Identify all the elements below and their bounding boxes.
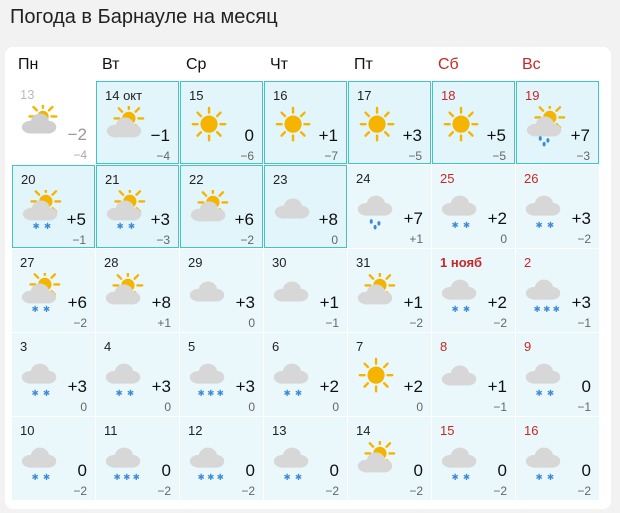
svg-text:✱: ✱ [451,305,459,315]
day-cell[interactable] [264,249,347,332]
day-temp-min: −2 [577,232,591,246]
day-temp-max: +1 [318,126,338,145]
day-temp-max: +6 [67,293,87,312]
day-temp-max: 0 [329,461,339,480]
day-temp-max: +3 [571,293,591,312]
day-temp-min: −4 [156,149,170,163]
day-temp-max: +8 [151,293,171,312]
day-temp-max: +2 [319,377,339,396]
day-cell[interactable] [180,249,263,332]
day-cell[interactable] [348,417,431,500]
day-temp-max: 0 [413,461,423,480]
svg-text:✱: ✱ [462,305,471,315]
day-cell[interactable] [12,81,95,164]
svg-text:✱: ✱ [207,389,215,399]
day-temp-min: 0 [500,232,507,246]
day-temp-min: 0 [332,400,339,414]
day-temp-max: 0 [581,461,591,480]
svg-text:✱: ✱ [462,473,471,483]
day-date: 14 [356,423,371,438]
svg-text:✱: ✱ [535,473,543,483]
day-temp-max: +2 [403,377,423,396]
day-temp-min: −3 [156,233,170,247]
day-temp-max: −1 [150,126,170,145]
svg-text:✱: ✱ [216,389,224,399]
day-cell[interactable] [264,333,347,416]
day-temp-min: −3 [576,149,590,163]
svg-text:✱: ✱ [127,222,136,232]
svg-text:✱: ✱ [197,473,205,483]
day-date: 13 [20,87,35,102]
day-date: 6 [272,339,280,354]
day-cell[interactable] [432,417,515,500]
day-temp-max: 0 [77,461,87,480]
day-cell[interactable] [264,417,347,500]
svg-text:✱: ✱ [462,221,471,231]
day-temp-min: −2 [577,484,591,498]
day-cell[interactable] [264,165,347,248]
day-temp-min: −2 [240,233,254,247]
day-date: 16 [273,88,288,103]
day-temp-min: 0 [80,400,87,414]
day-cell[interactable] [12,333,95,416]
day-date: 2 [524,255,532,270]
svg-text:✱: ✱ [546,221,555,231]
day-temp-min: −1 [577,316,591,330]
day-temp-min: −5 [492,149,506,163]
day-temp-min: −7 [324,149,338,163]
svg-text:✱: ✱ [283,473,291,483]
day-temp-max: −2 [67,125,87,144]
svg-text:✱: ✱ [533,305,541,315]
day-temp-min: −2 [157,484,171,498]
weekday-label: Вс [522,56,541,73]
day-date: 5 [188,339,196,354]
day-temp-max: +8 [318,210,338,229]
day-cell[interactable] [96,249,179,332]
day-cell[interactable] [12,249,95,332]
weekday-label: Пн [18,56,39,73]
svg-text:✱: ✱ [546,389,555,399]
day-temp-max: +2 [487,209,507,228]
day-temp-max: +7 [403,209,423,228]
day-date: 19 [525,88,540,103]
day-temp-max: +1 [319,293,339,312]
svg-text:✱: ✱ [197,389,205,399]
svg-text:✱: ✱ [126,389,135,399]
day-cell[interactable] [180,165,263,248]
svg-text:✱: ✱ [294,389,303,399]
svg-text:✱: ✱ [32,222,40,232]
day-temp-max: 0 [161,461,171,480]
day-temp-min: −2 [409,484,423,498]
day-cell[interactable] [96,417,179,500]
day-cell[interactable] [432,165,515,248]
day-cell[interactable] [180,333,263,416]
day-cell[interactable] [348,81,431,164]
weekday-label: Ср [186,56,207,73]
day-temp-max: +2 [487,293,507,312]
day-date: 20 [21,172,36,187]
day-temp-min: 0 [248,316,255,330]
day-cell[interactable] [348,165,431,248]
day-temp-min: −1 [325,316,339,330]
day-cell[interactable] [348,249,431,332]
day-temp-min: −1 [72,233,86,247]
day-cell[interactable] [516,81,599,164]
day-cell[interactable] [348,333,431,416]
day-cell[interactable] [432,333,515,416]
day-temp-max: +6 [234,210,254,229]
day-date: 24 [356,171,371,186]
day-date: 10 [20,423,35,438]
day-temp-max: +3 [571,209,591,228]
day-temp-min: −2 [409,316,423,330]
day-date: 26 [524,171,539,186]
day-cell[interactable] [432,81,515,164]
svg-text:✱: ✱ [113,473,121,483]
svg-text:✱: ✱ [116,222,124,232]
day-date: 3 [20,339,28,354]
day-cell[interactable] [96,81,179,164]
day-cell[interactable] [180,81,263,164]
day-temp-max: +3 [150,210,170,229]
day-date: 30 [272,255,287,270]
day-temp-max: +3 [402,126,422,145]
svg-text:✱: ✱ [546,473,555,483]
day-temp-min: −2 [493,484,507,498]
day-temp-min: +1 [157,316,171,330]
day-date: 22 [189,172,204,187]
day-temp-min: 0 [164,400,171,414]
day-date: 16 [524,423,539,438]
svg-text:✱: ✱ [31,305,39,315]
day-temp-min: 0 [416,400,423,414]
svg-text:✱: ✱ [535,221,543,231]
day-cell[interactable] [432,249,515,332]
svg-text:✱: ✱ [543,305,551,315]
day-cell[interactable] [96,333,179,416]
day-temp-max: 0 [244,126,254,145]
day-date: 15 [440,423,455,438]
weekday-label: Сб [438,56,459,73]
day-temp-min: −6 [240,149,254,163]
day-temp-max: +1 [403,293,423,312]
svg-text:✱: ✱ [42,389,51,399]
day-date: 28 [104,255,119,270]
day-cell[interactable] [180,417,263,500]
svg-text:✱: ✱ [43,222,52,232]
day-cell[interactable] [516,333,599,416]
day-temp-min: −2 [241,484,255,498]
day-temp-max: +3 [67,377,87,396]
day-date: 7 [356,339,364,354]
day-temp-max: +3 [151,377,171,396]
svg-text:✱: ✱ [451,221,459,231]
day-temp-min: 0 [248,400,255,414]
day-cell[interactable] [264,81,347,164]
svg-text:✱: ✱ [552,305,560,315]
day-date: 21 [105,172,120,187]
day-temp-min: +1 [409,232,423,246]
day-date: 23 [273,172,288,187]
day-date: 25 [440,171,455,186]
day-temp-min: −2 [73,316,87,330]
day-cell[interactable] [96,165,179,248]
day-date: 1 нояб [440,255,483,270]
day-temp-max: +5 [66,210,86,229]
day-temp-max: +1 [487,377,507,396]
svg-text:✱: ✱ [31,473,39,483]
day-date: 12 [188,423,203,438]
day-date: 4 [104,339,112,354]
svg-text:✱: ✱ [31,389,39,399]
day-temp-min: −4 [73,148,87,162]
day-temp-max: 0 [497,461,507,480]
weekday-label: Вт [102,56,120,73]
weekday-label: Чт [270,56,288,73]
day-temp-min: 0 [331,233,338,247]
day-date: 29 [188,255,203,270]
day-date: 15 [189,88,204,103]
weekday-label: Пт [354,56,373,73]
svg-text:✱: ✱ [42,305,51,315]
svg-text:✱: ✱ [132,473,140,483]
svg-text:✱: ✱ [451,473,459,483]
day-date: 8 [440,339,448,354]
day-cell[interactable] [516,417,599,500]
svg-text:✱: ✱ [42,473,51,483]
day-temp-min: −2 [325,484,339,498]
day-temp-max: +3 [235,293,255,312]
day-cell[interactable] [12,417,95,500]
day-date: 13 [272,423,287,438]
svg-text:✱: ✱ [216,473,224,483]
day-cell[interactable] [516,165,599,248]
day-date: 18 [441,88,456,103]
day-temp-min: −2 [73,484,87,498]
day-cell[interactable] [12,165,95,248]
day-temp-max: 0 [581,377,591,396]
page-title: Погода в Барнауле на месяц [10,6,278,28]
day-date: 9 [524,339,532,354]
day-temp-max: 0 [245,461,255,480]
svg-text:✱: ✱ [115,389,123,399]
svg-text:✱: ✱ [535,389,543,399]
day-temp-max: +7 [570,126,590,145]
day-temp-min: −5 [408,149,422,163]
svg-text:✱: ✱ [294,473,303,483]
day-date: 31 [356,255,371,270]
day-temp-min: −1 [577,400,591,414]
day-date: 14 окт [105,88,143,103]
day-temp-min: −1 [493,400,507,414]
day-date: 17 [357,88,372,103]
day-date: 27 [20,255,35,270]
day-cell[interactable] [516,249,599,332]
day-temp-min: −2 [493,316,507,330]
svg-text:✱: ✱ [207,473,215,483]
day-temp-max: +3 [235,377,255,396]
day-date: 11 [104,423,118,438]
svg-text:✱: ✱ [123,473,131,483]
svg-text:✱: ✱ [283,389,291,399]
day-temp-max: +5 [486,126,506,145]
